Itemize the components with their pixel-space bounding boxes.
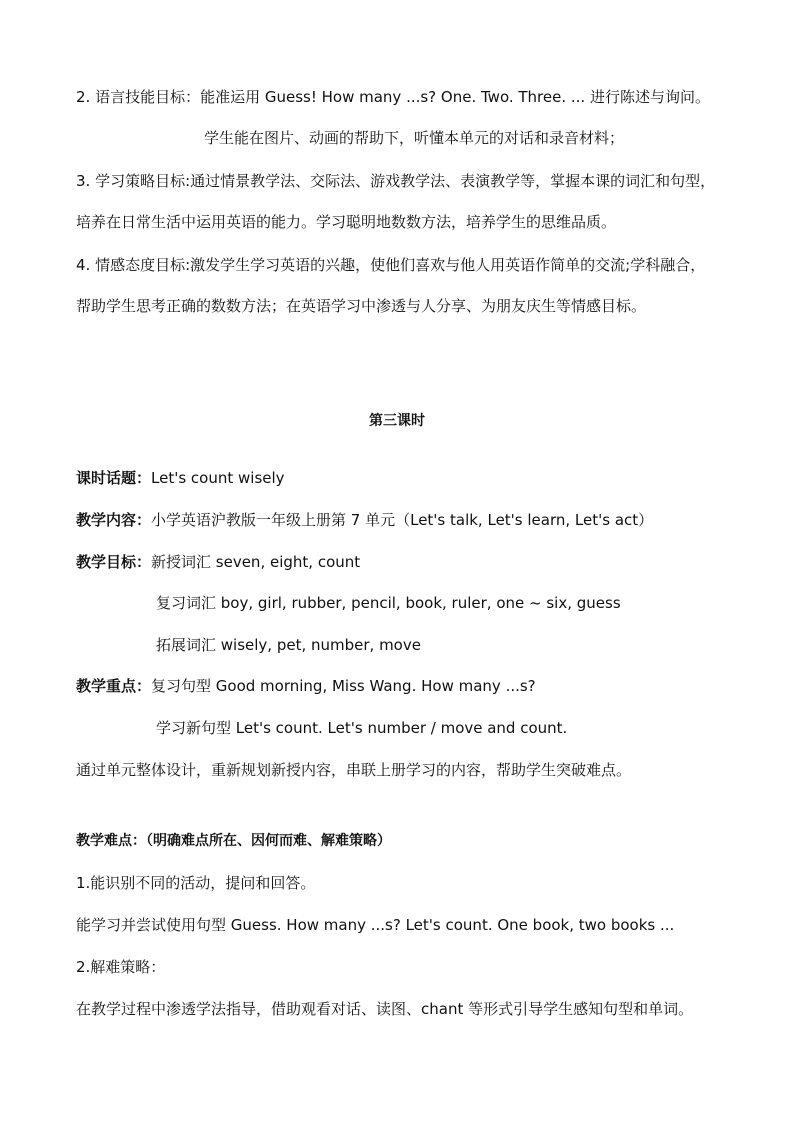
objective-new-vocab: 新授词汇 seven, eight, count [151, 553, 361, 571]
difficulty-heading: 教学难点：（明确难点所在、因何而难、解难策略） [76, 833, 391, 849]
lesson-topic [76, 467, 285, 489]
key-label: 教学重点： [76, 677, 152, 695]
key-point-note: 通过单元整体设计，重新规划新授内容，串联上册学习的内容，帮助学生突破难点。 [76, 761, 632, 779]
goal-language-skills-cont: 学生能在图片、动画的帮助下，听懂本单元的对话和录音材料； [204, 129, 625, 147]
goal-attitude: 4. 情感态度目标:激发学生学习英语的兴趣，使他们喜欢与他人用英语作简单的交流;学科融合， [76, 256, 706, 274]
content-label: 教学内容： [76, 511, 152, 529]
objectives-label: 教学目标： [76, 553, 152, 571]
objective-review-vocab: 复习词汇 boy, girl, rubber, pencil, book, ruler, one ~ six, guess [156, 594, 621, 612]
difficulty-1: 1.能识别不同的活动，提问和回答。 [76, 874, 316, 892]
lesson-objectives [76, 551, 360, 573]
lesson-content [76, 509, 653, 531]
difficulty-2: 2.解难策略： [76, 958, 166, 976]
lesson-key-points [76, 675, 536, 697]
difficulty-1-detail: 能学习并尝试使用句型 Guess. How many ...s? Let's count. One book, two books ... [76, 916, 675, 934]
goal-attitude-cont: 帮助学生思考正确的数数方法；在英语学习中渗透与人分享、为朋友庆生等情感目标。 [76, 297, 647, 315]
key-point-review: 复习句型 Good morning, Miss Wang. How many ...s? [151, 677, 536, 695]
key-point-new: 学习新句型 Let's count. Let's number / move and count. [156, 719, 568, 737]
goal-language-skills: 2. 语言技能目标：能准运用 Guess! How many ...s? One. Two. Three. ... 进行陈述与询问。 [76, 88, 710, 106]
difficulty-2-detail: 在教学过程中渗透学法指导，借助观看对话、读图、chant 等形式引导学生感知句型和单词。 [76, 1000, 694, 1018]
topic-label: 课时话题： [76, 469, 152, 487]
goal-learning-strategy-cont: 培养在日常生活中运用英语的能力。学习聪明地数数方法，培养学生的思维品质。 [76, 213, 617, 231]
topic-value: Let's count wisely [151, 469, 285, 487]
lesson-title: 第三课时 [369, 413, 425, 429]
content-value: 小学英语沪教版一年级上册第 7 单元（Let's talk, Let's learn, Let's act） [151, 511, 654, 529]
goal-learning-strategy: 3. 学习策略目标:通过情景教学法、交际法、游戏教学法、表演教学等，掌握本课的词汇和句型， [76, 172, 716, 190]
objective-extended-vocab: 拓展词汇 wisely, pet, number, move [156, 636, 421, 654]
